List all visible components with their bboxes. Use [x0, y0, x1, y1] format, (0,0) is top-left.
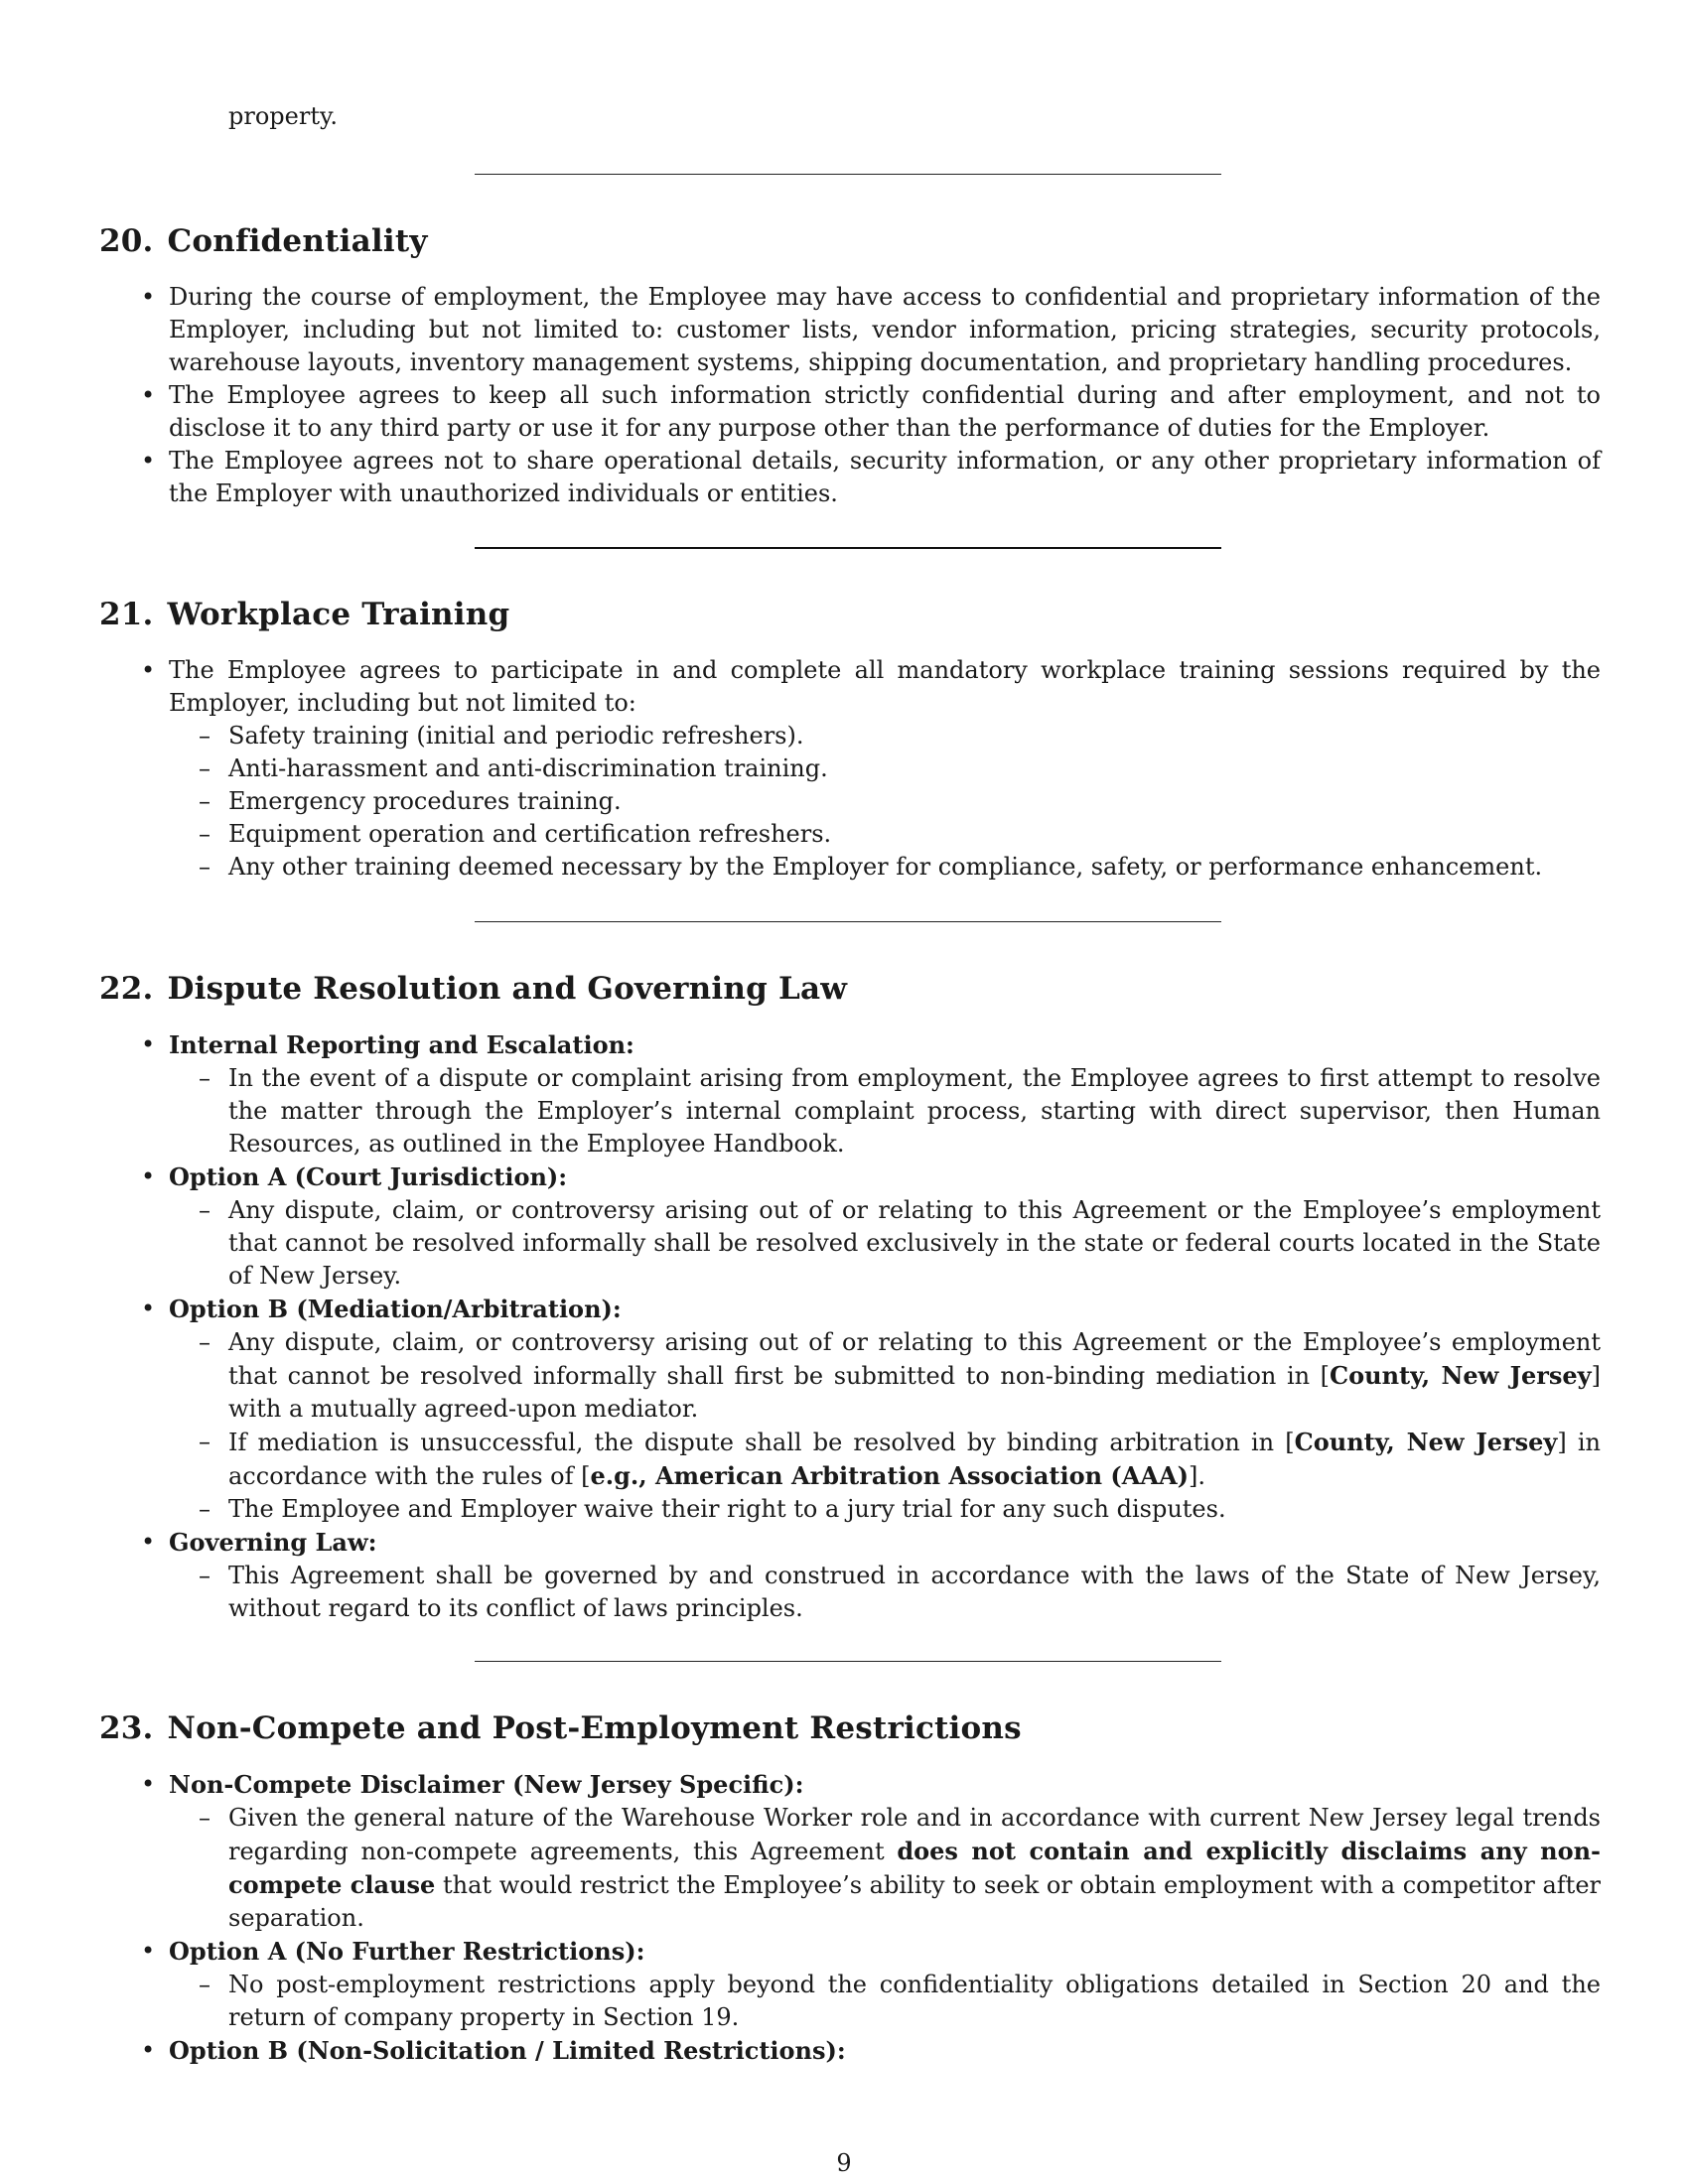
list-item: • During the course of employment, the Employee may have access to confidential and proprietary information of the Employer, including but not limited to: customer lists, vendor information, pricing strategies, security protocols, warehouse layouts, inventory management systems, shipping documentation, and proprietary handling procedures.: [169, 281, 1601, 379]
continuation-text: property.: [228, 102, 338, 130]
sub-list: [169, 1062, 1601, 1160]
bullet-list: [99, 1768, 1601, 2068]
bullet-list: [99, 1028, 1601, 1625]
bullet-list: [99, 281, 1601, 510]
sub-list-item: – Emergency procedures training.: [228, 785, 1601, 818]
section-23: [99, 1708, 1601, 2068]
list-item: • Option B (Mediation/Arbitration): – Any dispute, claim, or controversy arising out of or relating to this Agreement or the Employee’s employment that cannot be resolved informally shall first be submitted to non-binding mediation in [County, New Jersey] with a mutually agreed-upon mediator. – If mediation is unsuccessful, the dispute shall be resolved by binding arbitration in [County, New Jersey] in accordance with the rules of [e.g., American Arbitration Association (AAA)]. – The Employee and Employer waive their right to a jury trial for any such disputes.: [169, 1293, 1601, 1526]
list-item: • The Employee agrees not to share operational details, security information, or any other proprietary information of the Employer with unauthorized individuals or entities.: [169, 445, 1601, 510]
list-item: • The Employee agrees to keep all such information strictly confidential during and after employment, and not to disclose it to any third party or use it for any purpose other than the performance of duties for the Employer.: [169, 379, 1601, 445]
sub-list: [169, 1560, 1601, 1625]
section-divider: [475, 174, 1221, 175]
list-item: • Option B (Non-Solicitation / Limited Restrictions):: [169, 2034, 1601, 2068]
section-22: [99, 969, 1601, 1625]
section-heading: 21. Workplace Training: [99, 597, 510, 632]
sub-list-item: – This Agreement shall be governed by and construed in accordance with the laws of the State of New Jersey, without regard to its conflict of laws principles.: [228, 1560, 1601, 1625]
sub-list-item: – The Employee and Employer waive their right to a jury trial for any such disputes.: [228, 1493, 1601, 1526]
sub-list: [169, 1802, 1601, 1935]
section-divider: [475, 921, 1221, 922]
sub-list-item: – Any other training deemed necessary by the Employer for compliance, safety, or performance enhancement.: [228, 851, 1601, 884]
sub-list-item: – Equipment operation and certification refreshers.: [228, 818, 1601, 851]
sub-list: [169, 1326, 1601, 1526]
list-item: • Option A (Court Jurisdiction): – Any dispute, claim, or controversy arising out of or relating to this Agreement or the Employee’s employment that cannot be resolved informally shall be resolved exclusively in the state or federal courts located in the State of New Jersey.: [169, 1160, 1601, 1293]
sub-list-item: – Any dispute, claim, or controversy arising out of or relating to this Agreement or the Employee’s employment that cannot be resolved informally shall be resolved exclusively in the state or federal courts located in the State of New Jersey.: [228, 1194, 1601, 1293]
list-item: • Internal Reporting and Escalation: – In the event of a dispute or complaint arising from employment, the Employee agrees to first attempt to resolve the matter through the Employer’s internal complaint process, starting with direct supervisor, then Human Resources, as outlined in the Employee Handbook.: [169, 1028, 1601, 1160]
page-number: 9: [836, 2149, 852, 2177]
sub-list-item: – Safety training (initial and periodic refreshers).: [228, 720, 1601, 752]
sub-list: [169, 1969, 1601, 2034]
section-divider: [475, 1661, 1221, 1662]
section-heading: 20. Confidentiality: [99, 223, 428, 259]
sub-list: [169, 1194, 1601, 1293]
sub-list-item: – In the event of a dispute or complaint arising from employment, the Employee agrees to first attempt to resolve the matter through the Employer’s internal complaint process, starting with direct supervisor, then Human Resources, as outlined in the Employee Handbook.: [228, 1062, 1601, 1160]
bullet-list: [99, 654, 1601, 884]
sub-list: [169, 720, 1601, 884]
sub-list-item: – Any dispute, claim, or controversy arising out of or relating to this Agreement or the Employee’s employment that cannot be resolved informally shall first be submitted to non-binding mediation in [County, New Jersey] with a mutually agreed-upon mediator.: [228, 1326, 1601, 1426]
list-item: • The Employee agrees to participate in and complete all mandatory workplace training sessions required by the Employer, including but not limited to: – Safety training (initial and periodic refreshers). – Anti-harassment and anti-discrimination training. – Emergency procedures training. – Equipment operation and certification refreshers. – Any other training deemed necessary by the Employer for compliance, safety, or performance enhancement.: [169, 654, 1601, 884]
section-divider: [475, 547, 1221, 549]
list-item: • Governing Law: – This Agreement shall be governed by and construed in accordance with the laws of the State of New Jersey, without regard to its conflict of laws principles.: [169, 1526, 1601, 1625]
section-21: [99, 595, 1601, 884]
list-item: • Option A (No Further Restrictions): – No post-employment restrictions apply beyond the confidentiality obligations detailed in Section 20 and the return of company property in Section 19.: [169, 1935, 1601, 2034]
sub-list-item: – Anti-harassment and anti-discrimination training.: [228, 752, 1601, 785]
sub-list-item: – Given the general nature of the Warehouse Worker role and in accordance with current New Jersey legal trends regarding non-compete agreements, this Agreement does not contain and explicitly disclaims any non-compete clause that would restrict the Employee’s ability to seek or obtain employment with a competitor after separation.: [228, 1802, 1601, 1935]
list-item: • Non-Compete Disclaimer (New Jersey Specific): – Given the general nature of the Warehouse Worker role and in accordance with current New Jersey legal trends regarding non-compete agreements, this Agreement does not contain and explicitly disclaims any non-compete clause that would restrict the Employee’s ability to seek or obtain employment with a competitor after separation.: [169, 1768, 1601, 1935]
sub-list-item: – No post-employment restrictions apply beyond the confidentiality obligations detailed in Section 20 and the return of company property in Section 19.: [228, 1969, 1601, 2034]
section-heading: 23. Non-Compete and Post-Employment Restrictions: [99, 1710, 1022, 1746]
section-heading: 22. Dispute Resolution and Governing Law: [99, 971, 848, 1007]
section-20: [99, 221, 1601, 510]
sub-list-item: – If mediation is unsuccessful, the dispute shall be resolved by binding arbitration in [County, New Jersey] in accordance with the rules of [e.g., American Arbitration Association (AAA)].: [228, 1426, 1601, 1493]
